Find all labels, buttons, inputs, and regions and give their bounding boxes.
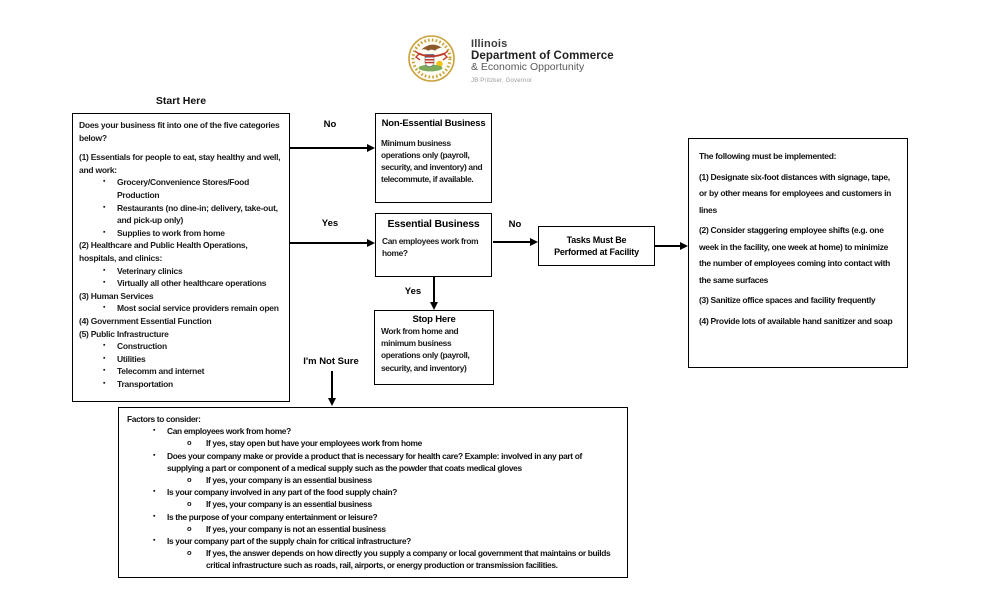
arrowhead-down-icon [328, 398, 336, 406]
essential-business-box [375, 213, 492, 277]
factor-answer: o If yes, your company is an essential business [127, 474, 619, 486]
arrowhead-right-icon [530, 238, 538, 246]
factor-answer: o If yes, the answer depends on how directly you supply a company or local government that maintains or builds critical infrastructure such as roads, rail, airports, or energy production or transmission facilities. [127, 547, 619, 571]
non-essential-body: Minimum business operations only (payroll, security, and inventory) and telecommute, if available. [381, 138, 483, 184]
category-bullet: ▪ Telecomm and internet [79, 365, 283, 378]
category-group-label: (2) Healthcare and Public Health Operations, hospitals, and clinics: [79, 240, 248, 263]
stop-body: Work from home and minimum business operations only (payroll, security, and inventory) [381, 326, 470, 373]
illinois-state-seal-icon [408, 35, 455, 87]
implement-item: (4) Provide lots of available hand sanitizer and soap [699, 315, 893, 326]
implementation-requirements-box [688, 138, 908, 368]
category-group [79, 328, 283, 391]
label-yes-left: Yes [321, 218, 339, 229]
arrowhead-right-icon [367, 144, 375, 152]
org-name-department: Department of Commerce [471, 49, 614, 62]
category-bullet: ▪ Utilities [79, 353, 283, 366]
factor-question: ▪ Can employees work from home? [127, 425, 619, 437]
factor-question: ▪ Does your company make or provide a product that is necessary for health care? Example: involved in any part of supplying a part or component of a medical supply such as the powder that coats medical gloves [127, 450, 619, 474]
arrow-line [290, 242, 368, 244]
essential-question: Can employees work from home? [382, 236, 479, 258]
non-essential-business-box [375, 113, 492, 203]
stop-title: Stop Here [412, 314, 456, 325]
factor-answer: o If yes, your company is not an essential business [127, 523, 619, 535]
category-group [79, 151, 283, 239]
factor-answer: o If yes, your company is an essential business [127, 498, 619, 510]
essential-title: Essential Business [387, 218, 480, 230]
tasks-title-line2: Performed at Facility [554, 247, 639, 257]
category-group [79, 239, 283, 289]
category-bullet: ▪ Restaurants (no dine-in; delivery, take-out, and pick-up only) [79, 202, 283, 227]
label-yes-down: Yes [404, 286, 422, 297]
category-bullet: ▪ Transportation [79, 378, 283, 391]
label-no-top: No [323, 119, 337, 130]
factor-item [127, 535, 619, 572]
non-essential-title: Non-Essential Business [381, 118, 486, 129]
tasks-title-line1: Tasks Must Be [566, 234, 627, 245]
arrowhead-down-icon [430, 302, 438, 310]
factors-title: Factors to consider: [127, 414, 201, 424]
factor-item [127, 450, 619, 487]
factor-question: ▪ Is your company involved in any part of the food supply chain? [127, 486, 619, 498]
factor-question: ▪ Is your company part of the supply chain for critical infrastructure? [127, 535, 619, 547]
factors-to-consider-box [118, 407, 628, 578]
factor-question: ▪ Is the purpose of your company entertainment or leisure? [127, 511, 619, 523]
arrowhead-right-icon [367, 239, 375, 247]
category-question-box [72, 113, 290, 402]
factor-item [127, 511, 619, 535]
category-bullet: ▪ Grocery/Convenience Stores/Food Production [79, 176, 283, 201]
governor-line: JB Pritzker, Governor [471, 77, 533, 84]
implement-title: The following must be implemented: [699, 151, 837, 161]
category-bullet: ▪ Most social service providers remain open [79, 302, 283, 315]
category-bullet: ▪ Veterinary clinics [79, 265, 283, 278]
arrowhead-right-icon [680, 242, 688, 250]
arrow-line [493, 241, 531, 243]
category-group-label: (1) Essentials for people to eat, stay healthy and well, and work: [79, 152, 281, 175]
arrow-line [331, 371, 333, 400]
category-group-label: (5) Public Infrastructure [79, 328, 169, 339]
category-group [79, 315, 283, 328]
label-no-right: No [508, 219, 522, 230]
category-group-label: (4) Government Essential Function [79, 315, 212, 326]
implement-item: (2) Consider staggering employee shifts (e.g. one week in the facility, one week at home) to minimize the number of employees coming into contact with the same surfaces [699, 225, 891, 285]
org-name-illinois: Illinois [471, 38, 508, 50]
category-bullet: ▪ Virtually all other healthcare operations [79, 277, 283, 290]
arrow-line [433, 277, 435, 304]
implement-item: (1) Designate six-foot distances with signage, tape, or by other means for employees and customers in lines [699, 171, 892, 215]
category-group [79, 290, 283, 315]
category-question: Does your business fit into one of the five categories below? [79, 120, 280, 143]
arrow-line [290, 147, 368, 149]
label-not-sure: I'm Not Sure [303, 356, 359, 367]
start-here-label: Start Here [155, 95, 207, 107]
factor-item [127, 486, 619, 510]
tasks-at-facility-box [538, 226, 655, 266]
stop-here-box [374, 310, 494, 385]
factor-answer: o If yes, stay open but have your employees work from home [127, 437, 619, 449]
category-group-label: (3) Human Services [79, 290, 154, 301]
org-name-block [471, 39, 614, 87]
category-bullet: ▪ Construction [79, 340, 283, 353]
org-name-division: & Economic Opportunity [471, 61, 585, 73]
factor-item [127, 425, 619, 449]
arrow-line [655, 245, 681, 247]
implement-item: (3) Sanitize office spaces and facility frequently [699, 295, 876, 305]
category-bullet: ▪ Supplies to work from home [79, 227, 283, 240]
